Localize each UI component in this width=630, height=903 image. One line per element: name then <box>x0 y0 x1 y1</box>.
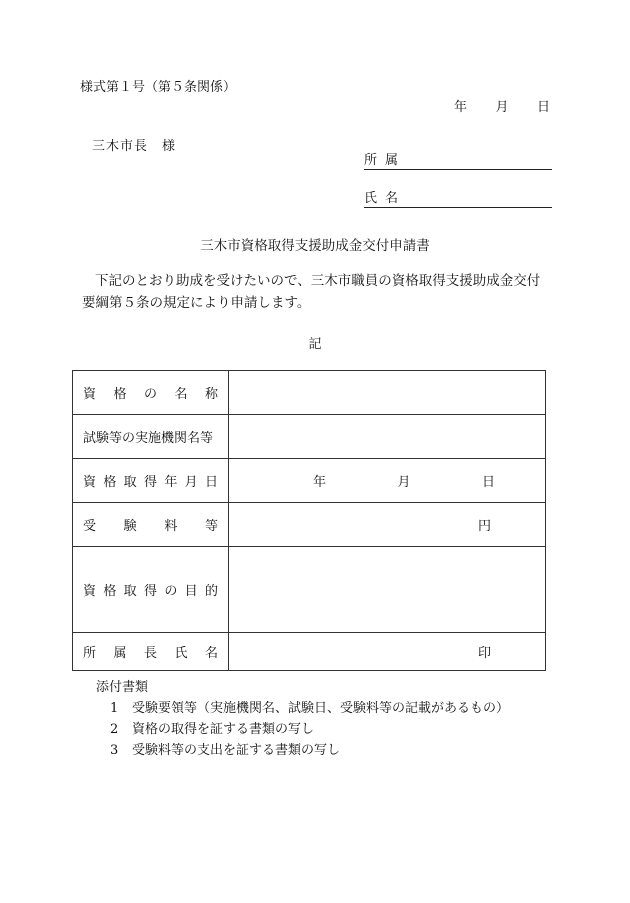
table-row-qualification-name <box>73 371 546 415</box>
acq-year-label: 年 <box>313 475 327 490</box>
date-day-label: 日 <box>536 100 550 115</box>
table-row-exam-fee <box>73 503 546 547</box>
table-row-exam-organization <box>73 415 546 459</box>
applicant-name-field[interactable] <box>364 186 552 208</box>
label-char: 得 <box>143 584 157 599</box>
acq-month-label: 月 <box>397 475 411 490</box>
label-char: 格 <box>103 475 117 490</box>
value-supervisor-name[interactable] <box>229 633 546 671</box>
label-char: 目 <box>184 584 198 599</box>
value-exam-fee[interactable] <box>229 503 546 547</box>
label-char: 験 <box>123 519 137 534</box>
label-char: 日 <box>204 475 218 490</box>
label-char: の <box>164 584 178 599</box>
attachment-number: 3 <box>110 743 119 758</box>
acq-day-label: 日 <box>481 475 495 490</box>
attachment-text: 資格の取得を証する書類の写し <box>132 722 315 737</box>
table-row-acquisition-date <box>73 459 546 503</box>
date-line <box>454 96 550 115</box>
label-char: 資 <box>83 584 97 599</box>
label-qualification-name <box>73 371 229 415</box>
table-row-supervisor-name <box>73 633 546 671</box>
label-char: 資 <box>83 387 97 402</box>
label-char: 格 <box>113 387 127 402</box>
label-supervisor-name <box>73 633 229 671</box>
label-char: 月 <box>184 475 198 490</box>
affiliation-field[interactable] <box>364 148 552 170</box>
attachments-title: 添付書類 <box>96 680 149 695</box>
table-row-purpose <box>73 547 546 633</box>
date-month-label: 月 <box>495 100 509 115</box>
document-title: 三木市資格取得支援助成金交付申請書 <box>200 238 430 254</box>
ki-heading: 記 <box>308 337 322 352</box>
attachment-number: 1 <box>110 701 119 716</box>
form-number: 様式第１号（第５条関係） <box>80 80 237 95</box>
label-acquisition-date <box>73 459 229 503</box>
body-paragraph: 下記のとおり助成を受けたいので、三木市職員の資格取得支援助成金交付要綱第５条の規定により申請します。 <box>82 273 541 311</box>
value-exam-organization[interactable] <box>229 415 546 459</box>
application-table <box>72 370 546 671</box>
value-qualification-name[interactable] <box>229 371 546 415</box>
label-char: 受 <box>83 519 97 534</box>
attachment-item <box>110 697 509 716</box>
label-char: 年 <box>164 475 178 490</box>
label-char: の <box>143 387 157 402</box>
label-char: 料 <box>164 519 178 534</box>
label-char: 格 <box>103 584 117 599</box>
label-purpose <box>73 547 229 633</box>
label-exam-organization <box>73 415 229 459</box>
date-year-label: 年 <box>454 100 468 115</box>
label-char: 取 <box>123 475 137 490</box>
label-exam-fee <box>73 503 229 547</box>
value-acquisition-date[interactable] <box>229 459 546 503</box>
attachment-text: 受験要領等（実施機関名、試験日、受験料等の記載があるもの） <box>132 701 510 716</box>
attachment-number: 2 <box>110 722 119 737</box>
label-char: 得 <box>143 475 157 490</box>
seal-mark: 印 <box>477 646 491 661</box>
value-purpose[interactable] <box>229 547 546 633</box>
label-char: 属 <box>113 646 127 661</box>
label-char: 的 <box>204 584 218 599</box>
addressee: 三木市長 様 <box>92 139 177 154</box>
attachment-text: 受験料等の支出を証する書類の写し <box>132 743 341 758</box>
label-char: 称 <box>204 387 218 402</box>
label-char: 等 <box>204 519 218 534</box>
applicant-name-label: 氏名 <box>364 191 407 206</box>
affiliation-label: 所属 <box>364 153 407 168</box>
label-char: 氏 <box>174 646 188 661</box>
label-char: 名 <box>174 387 188 402</box>
label-char: 取 <box>123 584 137 599</box>
yen-unit: 円 <box>477 519 491 534</box>
label-char: 資 <box>83 475 97 490</box>
label-char: 長 <box>143 646 157 661</box>
attachment-item <box>110 739 340 758</box>
label-char: 所 <box>83 646 97 661</box>
attachment-item <box>110 718 314 737</box>
label-text: 試験等の実施機関名等 <box>83 431 214 446</box>
label-char: 名 <box>204 646 218 661</box>
